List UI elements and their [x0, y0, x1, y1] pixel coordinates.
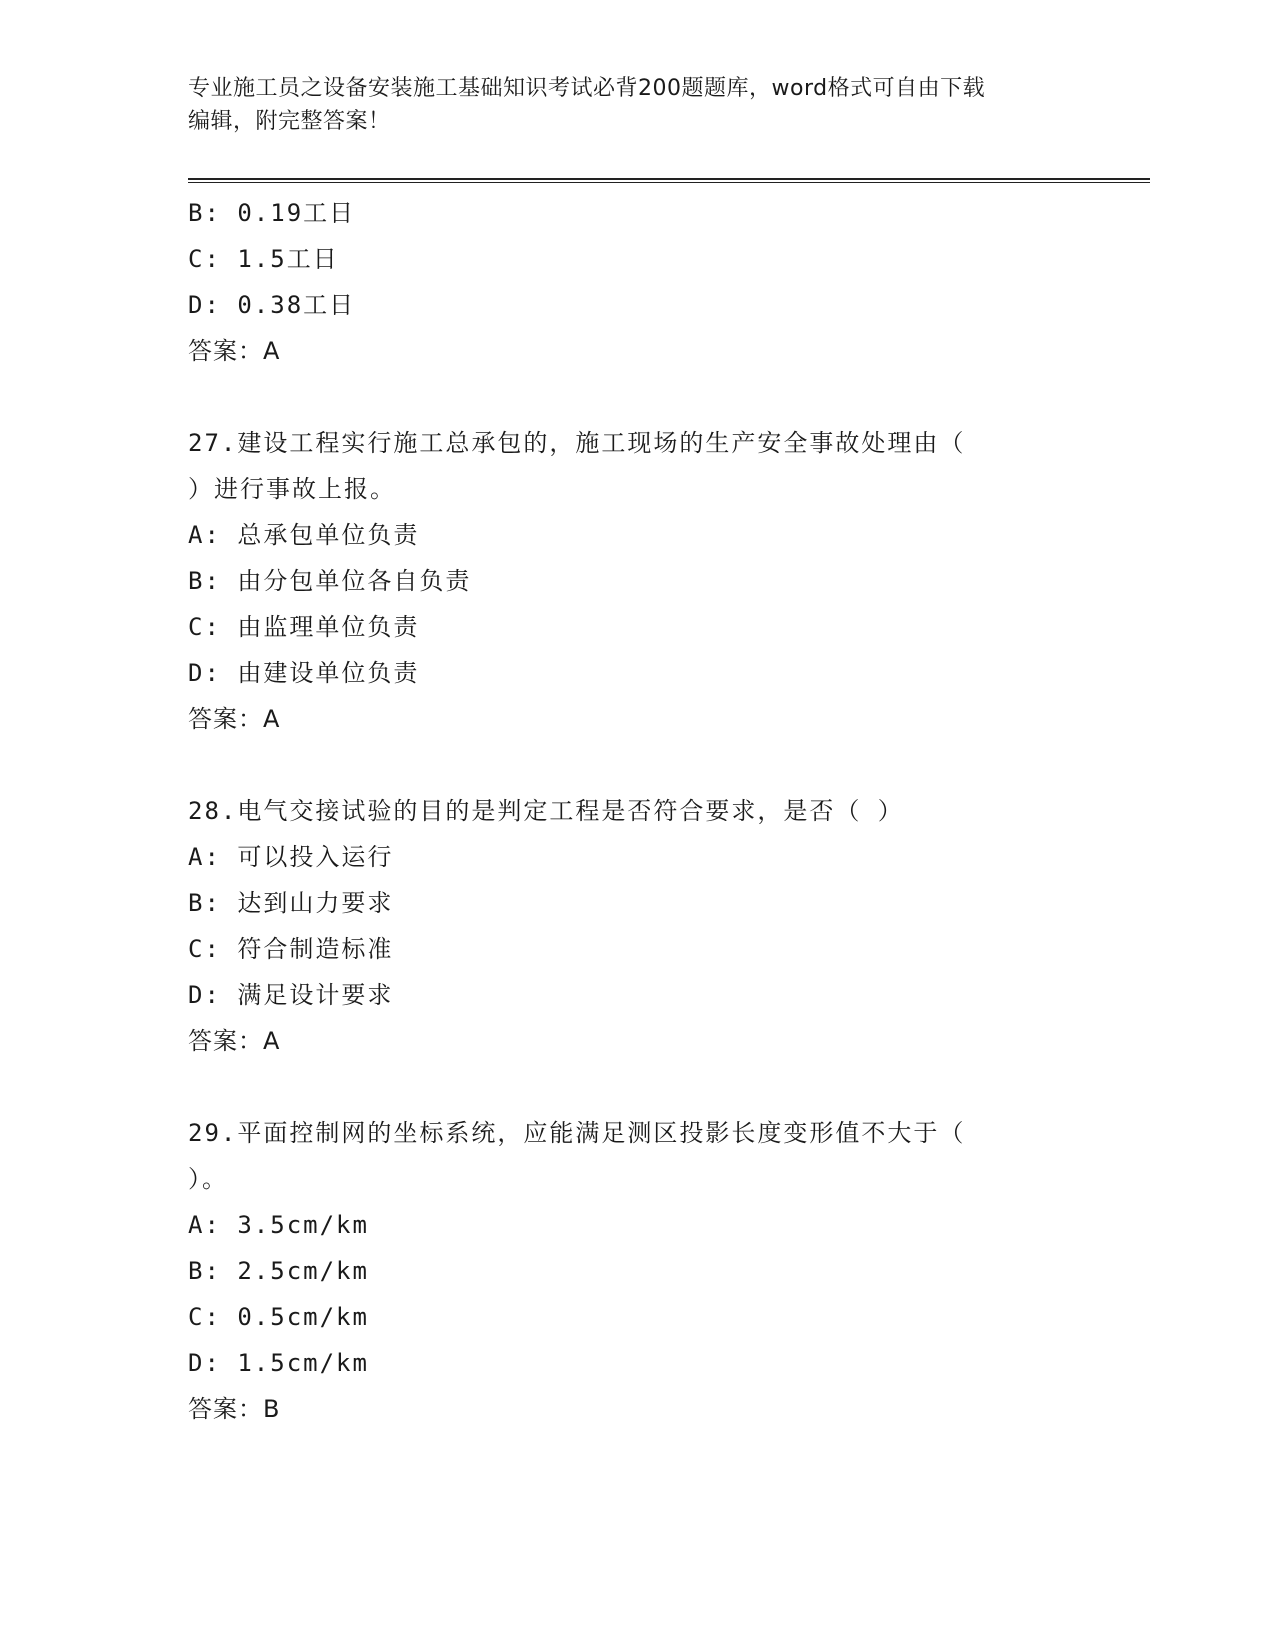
option-c: C: 符合制造标准	[188, 935, 394, 963]
option-b: B: 达到山力要求	[188, 889, 394, 917]
option-c: C: 0.5cm/km	[188, 1303, 369, 1331]
answer-line: 答案：A	[188, 1027, 281, 1055]
option-a: A: 3.5cm/km	[188, 1211, 369, 1239]
option-d: D: 1.5cm/km	[188, 1349, 369, 1377]
header-line-1: 专业施工员之设备安装施工基础知识考试必背200题题库，word格式可自由下载	[188, 76, 986, 101]
answer-line: 答案：A	[188, 337, 281, 365]
header-divider-thick	[188, 178, 1150, 180]
option-c: C: 1.5工日	[188, 245, 339, 273]
option-a: A: 总承包单位负责	[188, 521, 420, 549]
question-29	[188, 1110, 1108, 1432]
option-d: D: 满足设计要求	[188, 981, 394, 1009]
question-27	[188, 420, 1108, 742]
question-text-line-2: ）进行事故上报。	[188, 475, 396, 503]
question-list	[188, 190, 1108, 1432]
option-b: B: 由分包单位各自负责	[188, 567, 472, 595]
question-text-line-2: ）。	[188, 1165, 228, 1193]
option-d: D: 0.38工日	[188, 291, 356, 319]
option-d: D: 由建设单位负责	[188, 659, 420, 687]
question-28	[188, 788, 1108, 1064]
answer-line: 答案：A	[188, 705, 281, 733]
document-header	[188, 72, 1088, 138]
question-text-line-1: 29.平面控制网的坐标系统，应能满足测区投影长度变形值不大于（	[188, 1119, 966, 1147]
answer-line: 答案：B	[188, 1395, 281, 1423]
option-a: A: 可以投入运行	[188, 843, 394, 871]
partial-question-26	[188, 190, 1108, 374]
header-divider-thin	[188, 182, 1150, 183]
option-b: B: 0.19工日	[188, 199, 356, 227]
header-line-2: 编辑，附完整答案！	[188, 109, 391, 134]
question-text-line-1: 27.建设工程实行施工总承包的，施工现场的生产安全事故处理由（	[188, 429, 966, 457]
question-text-line-1: 28.电气交接试验的目的是判定工程是否符合要求，是否（ ）	[188, 797, 904, 825]
option-b: B: 2.5cm/km	[188, 1257, 369, 1285]
option-c: C: 由监理单位负责	[188, 613, 420, 641]
